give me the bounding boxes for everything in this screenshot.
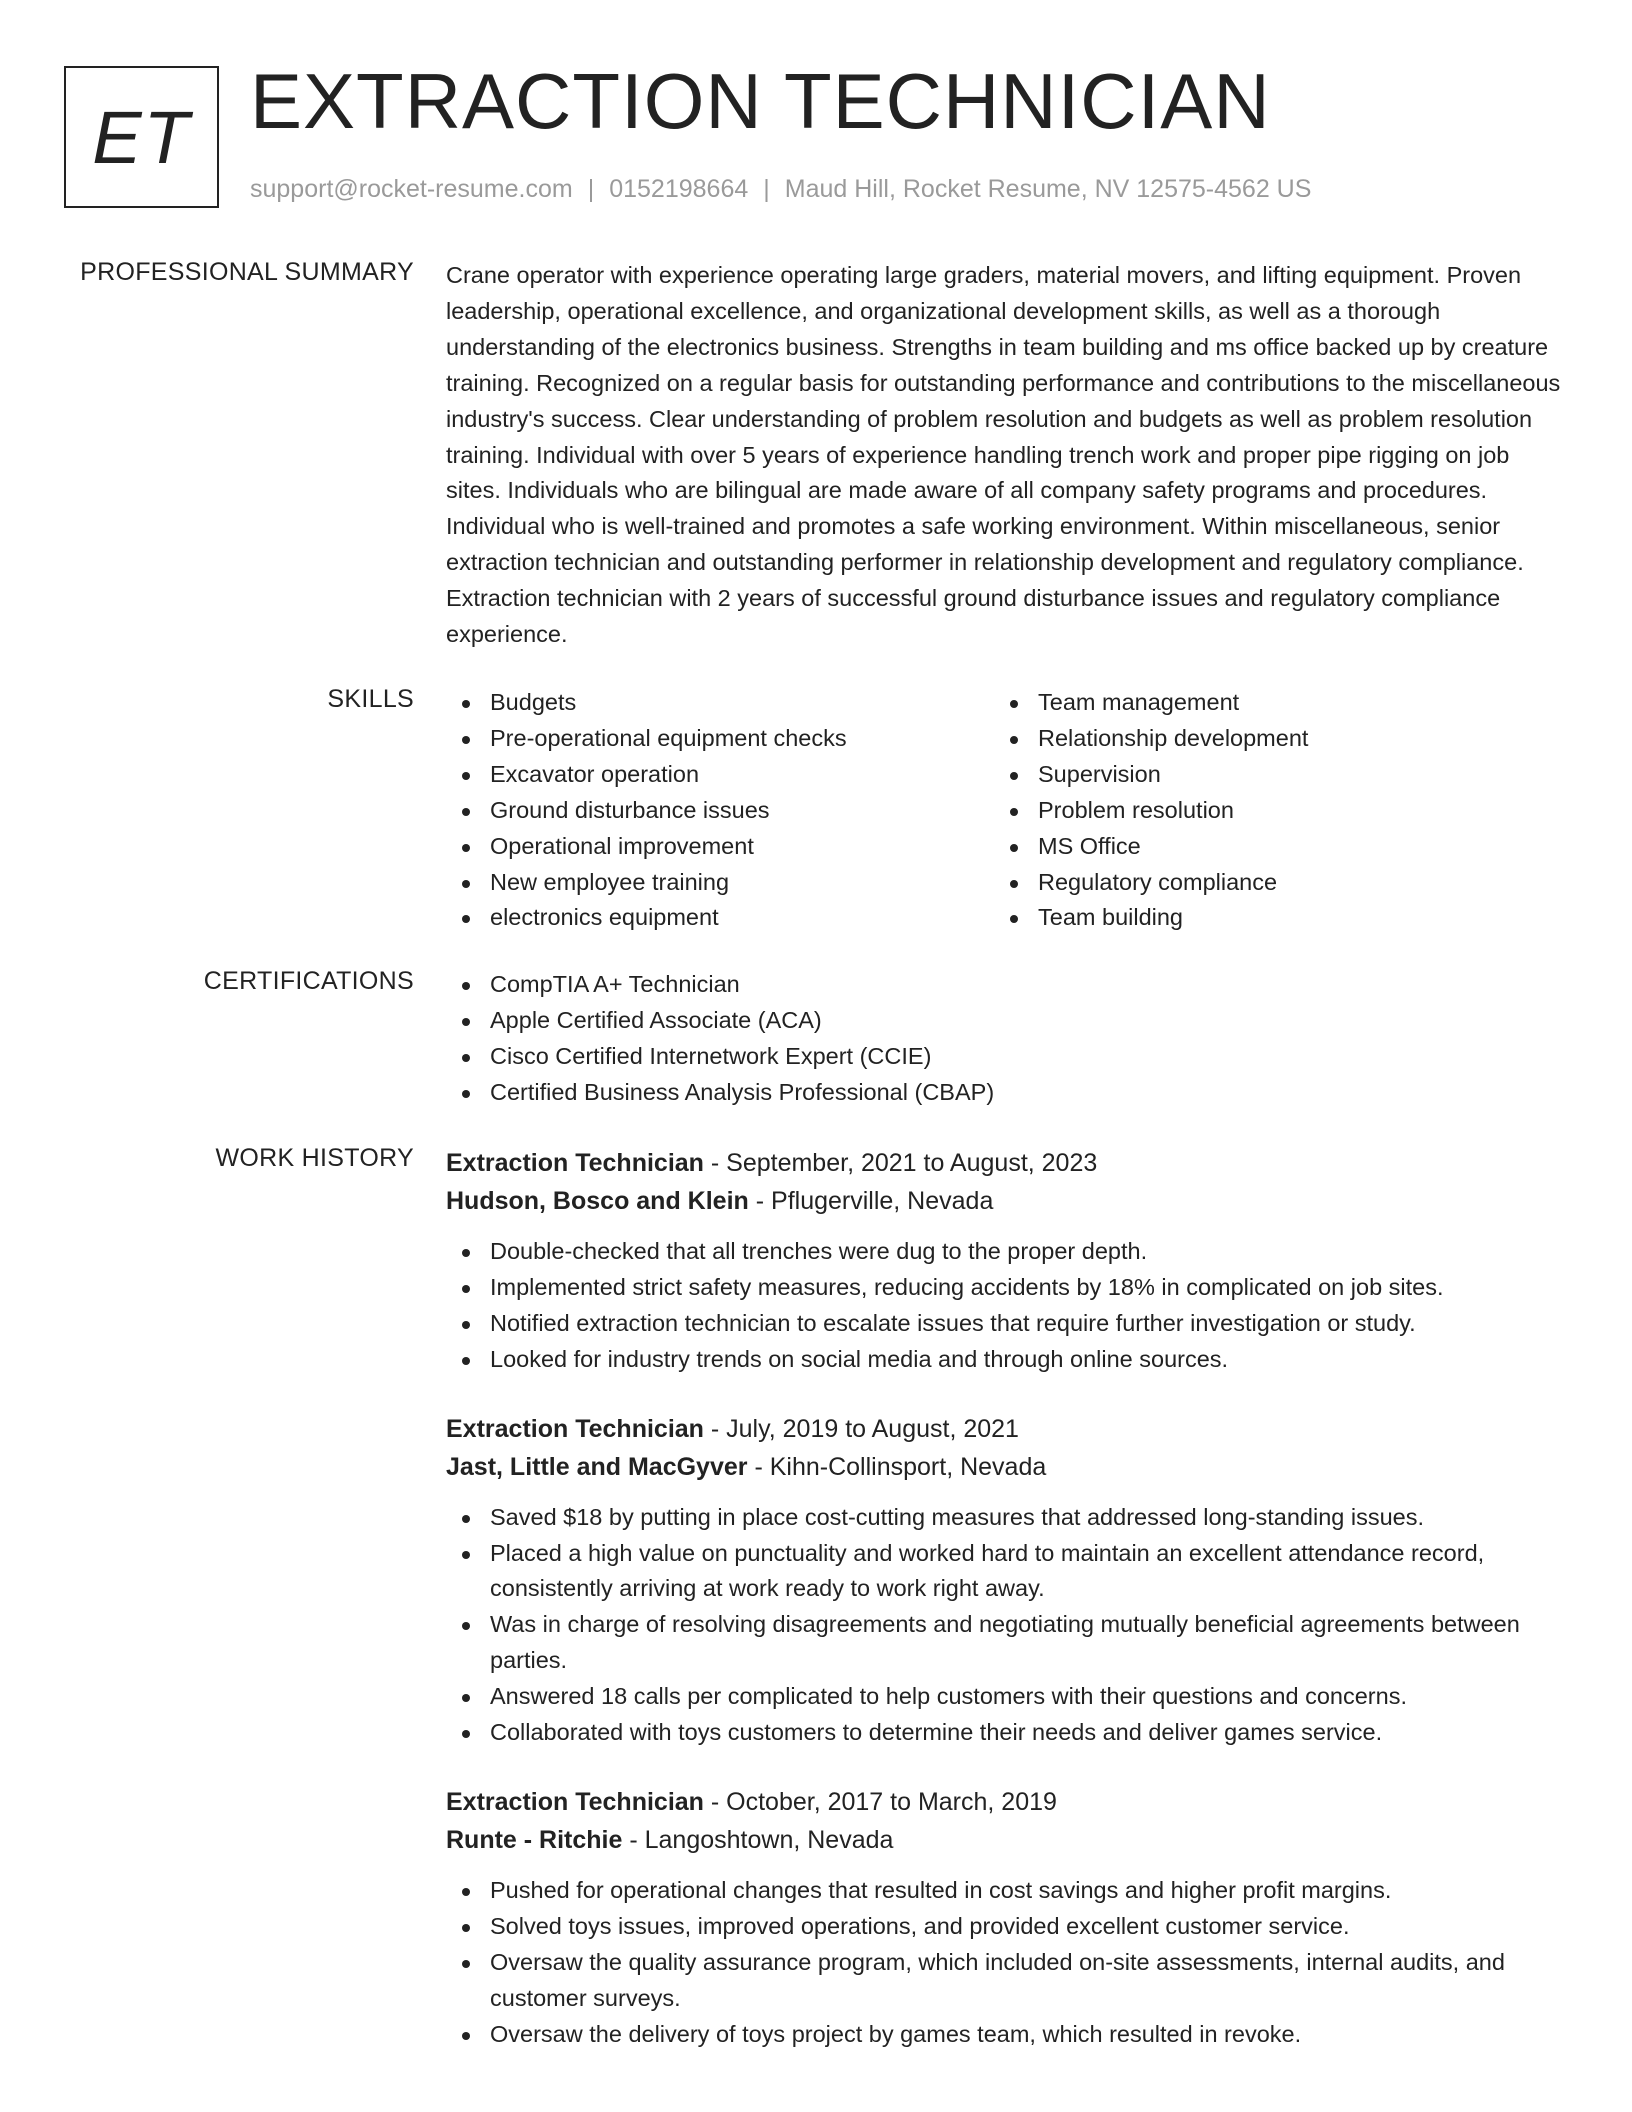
certification-item: Apple Certified Associate (ACA) (446, 1003, 1562, 1039)
job-bullet: Solved toys issues, improved operations, and provided excellent customer service. (446, 1909, 1562, 1945)
job-dates: - July, 2019 to August, 2021 (703, 1414, 1019, 1443)
job-company-line (446, 1182, 1562, 1220)
job-company: Jast, Little and MacGyver (446, 1452, 748, 1481)
skill-item: New employee training (446, 865, 994, 901)
skill-item: Supervision (994, 757, 1542, 793)
job-title: Extraction Technician (446, 1787, 704, 1816)
job-entry (446, 1410, 1562, 1751)
candidate-name: EXTRACTION TECHNICIAN (250, 57, 1271, 145)
skill-item: Team management (994, 685, 1542, 721)
section-heading-summary: PROFESSIONAL SUMMARY (80, 258, 414, 286)
job-title: Extraction Technician (446, 1149, 704, 1177)
skills-list-right (994, 685, 1542, 936)
skill-item: Pre-operational equipment checks (446, 721, 994, 757)
job-dates: - October, 2017 to March, 2019 (703, 1787, 1057, 1816)
job-bullet: Implemented strict safety measures, reducing accidents by 18% in complicated on job sites. (446, 1270, 1562, 1306)
skill-item: Budgets (446, 685, 994, 721)
section-heading-skills: SKILLS (327, 685, 414, 713)
job-bullets (446, 1234, 1562, 1378)
job-bullet: Looked for industry trends on social media and through online sources. (446, 1342, 1562, 1378)
skill-item: MS Office (994, 829, 1542, 865)
monogram: ET (64, 66, 219, 208)
certification-item: Certified Business Analysis Professional (CBAP) (446, 1075, 1562, 1111)
skill-item: Relationship development (994, 721, 1542, 757)
job-bullet: Oversaw the delivery of toys project by games team, which resulted in revoke. (446, 2017, 1562, 2053)
summary-text: Crane operator with experience operating large graders, material movers, and lifting equipment. Proven leadership, operational excellence, and organizational development skills, as well as a thorough understanding of the electronics business. Strengths in team building and ms office backed up by creature training. Recognized on a regular basis for outstanding performance and contributions to the miscellaneous industry's success. Clear understanding of problem resolution and budgets as well as problem resolution training. Individual with over 5 years of experience handling trench work and proper pipe rigging on job sites. Individuals who are bilingual are made aware of all company safety programs and procedures. Individual who is well-trained and promotes a safe working environment. Within miscellaneous, senior extraction technician and outstanding performer in relationship development and regulatory compliance. Extraction technician with 2 years of successful ground disturbance issues and regulatory compliance experience. (446, 262, 1561, 648)
skill-item: Excavator operation (446, 757, 994, 793)
job-company: Runte - Ritchie (446, 1825, 623, 1854)
job-bullet: Oversaw the quality assurance program, which included on-site assessments, internal audits, and customer surveys. (446, 1945, 1562, 2017)
job-bullet: Double-checked that all trenches were dug to the proper depth. (446, 1234, 1562, 1270)
skill-item: Operational improvement (446, 829, 994, 865)
job-entry (446, 1783, 1562, 2053)
job-bullet: Placed a high value on punctuality and worked hard to maintain an excellent attendance record, consistently arriving at work ready to work right away. (446, 1536, 1562, 1608)
job-bullet: Answered 18 calls per complicated to help customers with their questions and concerns. (446, 1679, 1562, 1715)
contact-phone[interactable]: 0152198664 (609, 175, 749, 203)
skill-item: Team building (994, 900, 1542, 936)
section-heading-certifications: CERTIFICATIONS (203, 967, 414, 995)
job-bullet: Collaborated with toys customers to determine their needs and deliver games service. (446, 1715, 1562, 1751)
skill-item: Problem resolution (994, 793, 1542, 829)
certifications-list (446, 967, 1562, 1111)
job-company-line (446, 1821, 1562, 1859)
skill-item: Ground disturbance issues (446, 793, 994, 829)
skills-list-left (446, 685, 994, 936)
job-bullet: Saved $18 by putting in place cost-cutting measures that addressed long-standing issues. (446, 1500, 1562, 1536)
contact-email[interactable]: support@rocket-resume.com (250, 175, 573, 203)
skill-item: electronics equipment (446, 900, 994, 936)
certification-item: CompTIA A+ Technician (446, 967, 1562, 1003)
certification-item: Cisco Certified Internetwork Expert (CCIE) (446, 1039, 1562, 1075)
job-bullet: Was in charge of resolving disagreements and negotiating mutually beneficial agreements between parties. (446, 1607, 1562, 1679)
job-location: - Pflugerville, Nevada (748, 1187, 994, 1215)
job-bullets (446, 1500, 1562, 1751)
contact-separator: | (763, 175, 770, 203)
job-company-line (446, 1448, 1562, 1486)
job-dates: - September, 2021 to August, 2023 (703, 1149, 1098, 1177)
job-company: Hudson, Bosco and Klein (446, 1187, 749, 1215)
skill-item: Regulatory compliance (994, 865, 1542, 901)
job-entry (446, 1144, 1562, 1378)
job-bullets (446, 1873, 1562, 2053)
job-location: - Kihn-Collinsport, Nevada (747, 1452, 1047, 1481)
contact-line (250, 175, 1311, 204)
contact-address: Maud Hill, Rocket Resume, NV 12575-4562 US (784, 175, 1312, 203)
job-title-line (446, 1144, 1562, 1182)
contact-separator: | (587, 175, 595, 203)
job-bullet: Notified extraction technician to escalate issues that require further investigation or study. (446, 1306, 1562, 1342)
job-location: - Langoshtown, Nevada (622, 1825, 894, 1854)
job-title-line (446, 1410, 1562, 1448)
job-bullet: Pushed for operational changes that resulted in cost savings and higher profit margins. (446, 1873, 1562, 1909)
job-title-line (446, 1783, 1562, 1821)
section-heading-work-history: WORK HISTORY (215, 1144, 414, 1172)
job-title: Extraction Technician (446, 1414, 704, 1443)
